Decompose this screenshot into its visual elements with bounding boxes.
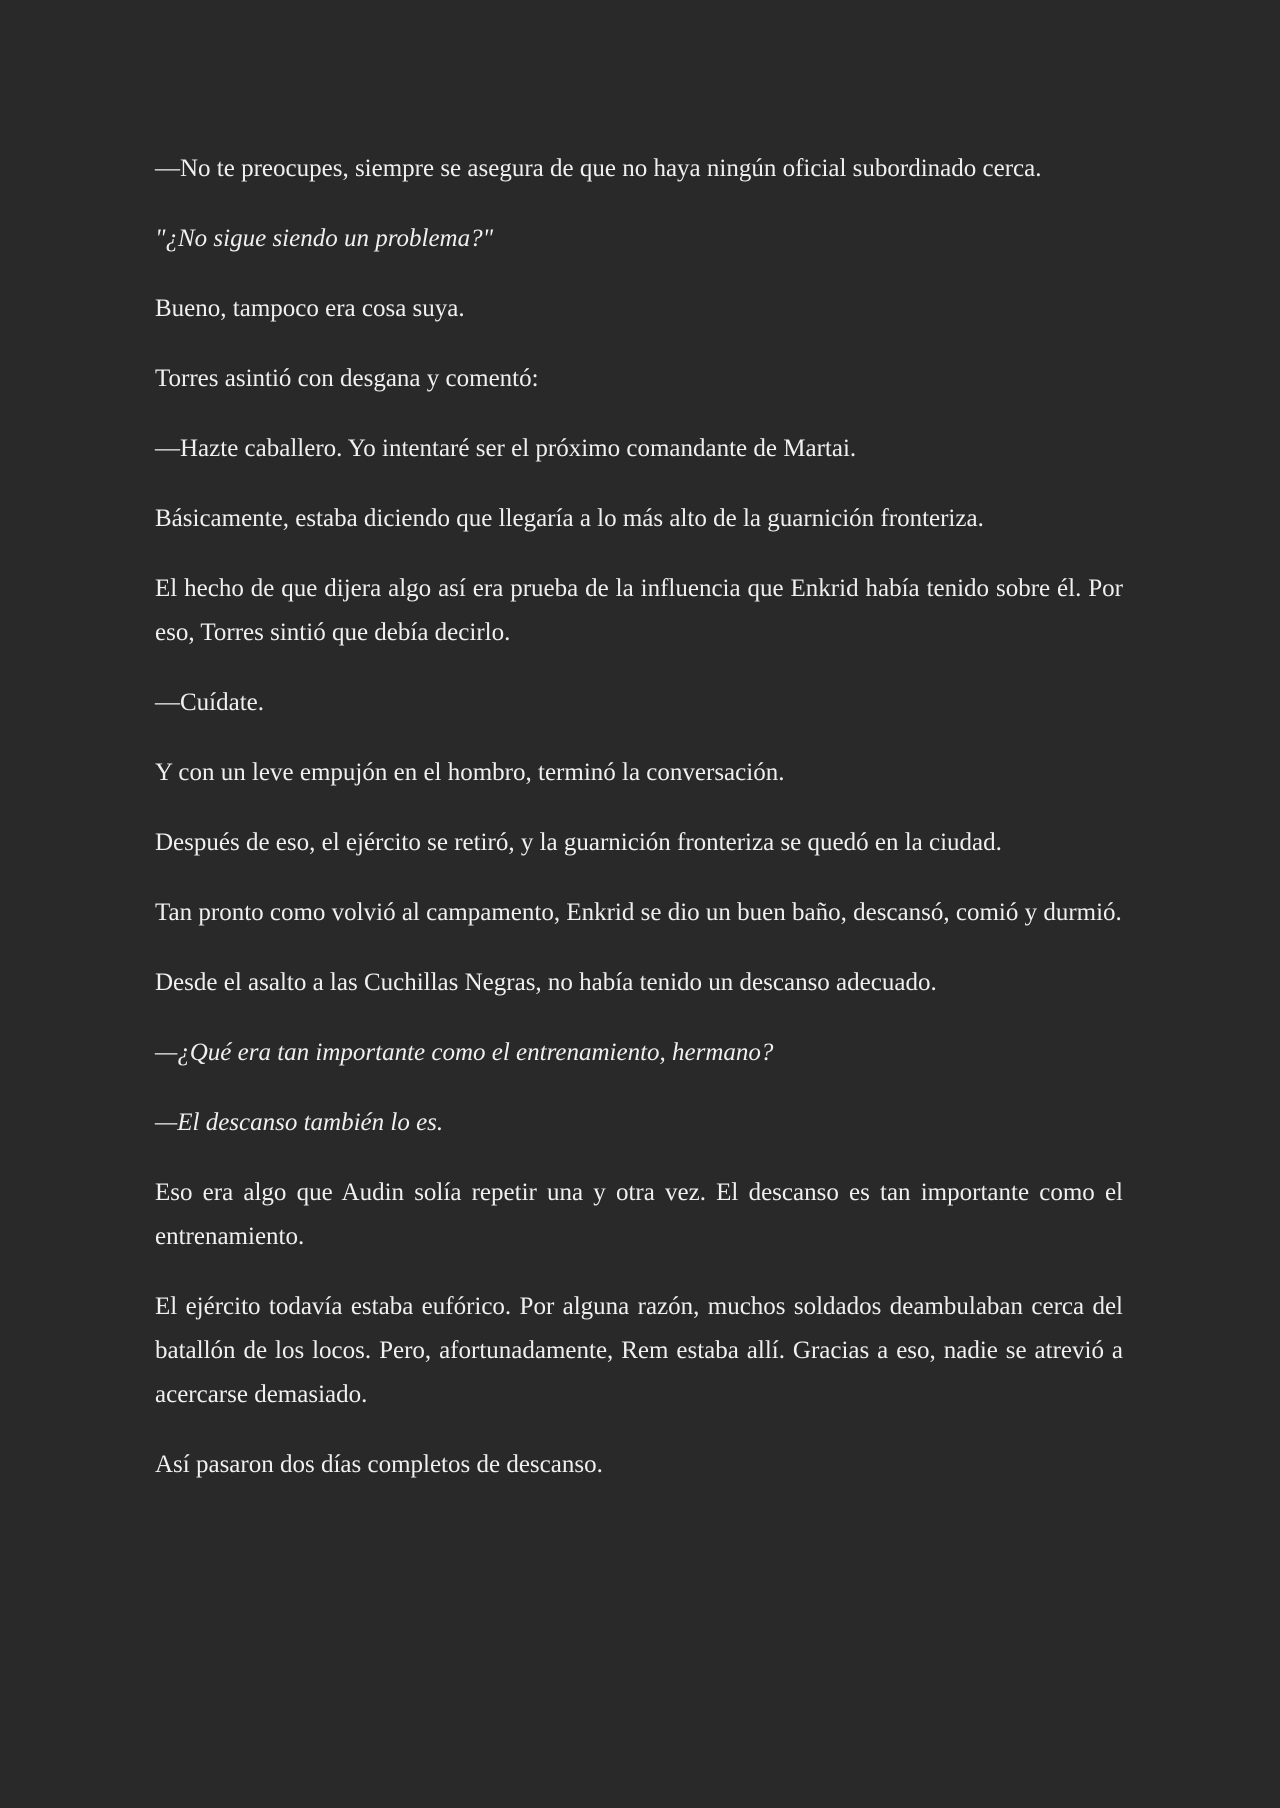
paragraph: Y con un leve empujón en el hombro, terminó la conversación. — [155, 759, 785, 786]
paragraph: Después de eso, el ejército se retiró, y la guarnición fronteriza se quedó en la ciudad. — [155, 829, 1002, 856]
paragraph: Eso era algo que Audin solía repetir una y otra vez. El descanso es tan importante como el entrenamiento. — [155, 1179, 1123, 1250]
paragraph: Básicamente, estaba diciendo que llegaría a lo más alto de la guarnición fronteriza. — [155, 505, 984, 532]
paragraph: El hecho de que dijera algo así era prueba de la influencia que Enkrid había tenido sobre él. Por eso, Torres sintió que debía decirlo. — [155, 575, 1123, 646]
paragraph: —Hazte caballero. Yo intentaré ser el próximo comandante de Martai. — [155, 435, 857, 462]
paragraph: —¿Qué era tan importante como el entrenamiento, hermano? — [155, 1039, 774, 1066]
paragraph: Tan pronto como volvió al campamento, Enkrid se dio un buen baño, descansó, comió y durmió. — [155, 899, 1122, 926]
paragraph: El ejército todavía estaba eufórico. Por alguna razón, muchos soldados deambulaban cerca del batallón de los locos. Pero, afortunadamente, Rem estaba allí. Gracias a eso, nadie se atrevió a acercarse demasiado. — [155, 1293, 1123, 1408]
paragraph: —No te preocupes, siempre se asegura de que no haya ningún oficial subordinado cerca. — [155, 155, 1042, 182]
paragraph: —El descanso también lo es. — [155, 1109, 444, 1136]
paragraph: Así pasaron dos días completos de descanso. — [155, 1451, 603, 1478]
paragraph: "¿No sigue siendo un problema?" — [155, 225, 494, 252]
paragraph: Desde el asalto a las Cuchillas Negras, no había tenido un descanso adecuado. — [155, 969, 937, 996]
paragraph: Torres asintió con desgana y comentó: — [155, 365, 539, 392]
paragraph: —Cuídate. — [155, 689, 265, 716]
paragraph: Bueno, tampoco era cosa suya. — [155, 295, 465, 322]
